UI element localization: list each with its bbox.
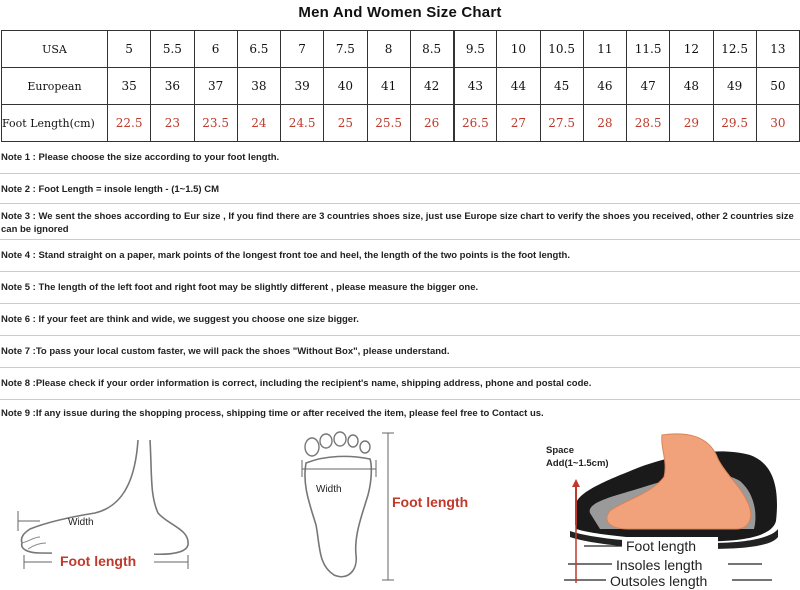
note-text: Note 3 : We sent the shoes according to Eur size , If you find there are 3 countries shoes size, just use Europe size chart to verify the shoes you received, other 2 countries size can be ignored [1, 211, 794, 235]
note-6 [0, 304, 800, 336]
usa-size-cell: 13 [756, 31, 799, 68]
eu-size-cell: 43 [454, 68, 497, 105]
usa-size-cell: 11 [583, 31, 626, 68]
note-2 [0, 174, 800, 204]
foot-length-cell: 24 [237, 105, 280, 142]
eu-size-cell: 45 [540, 68, 583, 105]
eu-size-cell: 35 [108, 68, 151, 105]
usa-size-cell: 6 [194, 31, 237, 68]
foot-length-cell: 22.5 [108, 105, 151, 142]
note-text: Note 8 :Please check if your order information is correct, including the recipient's name, shipping address, phone and postal code. [1, 378, 592, 389]
eu-size-cell: 40 [324, 68, 367, 105]
eu-size-cell: 46 [583, 68, 626, 105]
foot-length-cell: 30 [756, 105, 799, 142]
eu-size-cell: 39 [281, 68, 324, 105]
add-label: Add(1~1.5cm) [546, 458, 609, 469]
note-text: Note 9 :If any issue during the shopping process, shipping time or after received the item, please feel free to Contact us. [1, 408, 544, 419]
usa-size-cell: 7.5 [324, 31, 367, 68]
eu-size-cell: 41 [367, 68, 410, 105]
foot-length-cell: 28 [583, 105, 626, 142]
eu-size-cell: 49 [713, 68, 756, 105]
size-table [1, 30, 800, 142]
foot-length-cell: 23 [151, 105, 194, 142]
note-5 [0, 272, 800, 304]
foot-side-illustration [0, 425, 200, 590]
usa-size-cell: 9.5 [454, 31, 497, 68]
note-7 [0, 336, 800, 368]
eu-size-cell: 38 [237, 68, 280, 105]
usa-size-cell: 11.5 [627, 31, 670, 68]
eu-size-cell: 44 [497, 68, 540, 105]
foot-sole-illustration [290, 425, 510, 590]
foot-length-cell: 26.5 [454, 105, 497, 142]
row-label-usa: USA [2, 31, 108, 68]
usa-size-cell: 5.5 [151, 31, 194, 68]
usa-size-cell: 8.5 [410, 31, 453, 68]
usa-size-cell: 7 [281, 31, 324, 68]
note-text: Note 2 : Foot Length = insole length - (1~1.5) CM [1, 184, 219, 195]
eu-size-cell: 50 [756, 68, 799, 105]
note-text: Note 7 :To pass your local custom faster, we will pack the shoes "Without Box", please understand. [1, 346, 450, 357]
note-3 [0, 204, 800, 240]
foot-length-cell: 29 [670, 105, 713, 142]
foot-length-cell: 24.5 [281, 105, 324, 142]
foot-length-cell: 27 [497, 105, 540, 142]
note-text: Note 6 : If your feet are think and wide, we suggest you choose one size bigger. [1, 314, 359, 325]
usa-size-cell: 12.5 [713, 31, 756, 68]
side-width-label: Width [68, 517, 94, 528]
usa-size-cell: 12 [670, 31, 713, 68]
foot-length-cell: 23.5 [194, 105, 237, 142]
usa-size-cell: 5 [108, 31, 151, 68]
row-european [2, 68, 800, 105]
page-title: Men And Women Size Chart [298, 4, 502, 21]
note-text: Note 5 : The length of the left foot and right foot may be slightly different , please measure the bigger one. [1, 282, 479, 293]
row-usa [2, 31, 800, 68]
note-text: Note 4 : Stand straight on a paper, mark points of the longest front toe and heel, the length of the two points is the foot length. [1, 250, 570, 261]
note-text: Note 1 : Please choose the size according to your foot length. [1, 152, 280, 163]
side-length-label: Foot length [60, 553, 137, 569]
sole-length-label: Foot length [392, 494, 469, 510]
foot-length-cell: 27.5 [540, 105, 583, 142]
usa-size-cell: 8 [367, 31, 410, 68]
outsoles-length-label: Outsoles length [610, 573, 708, 589]
notes-list [0, 142, 800, 430]
illustrations [0, 425, 800, 590]
sole-width-label: Width [316, 484, 342, 495]
usa-size-cell: 6.5 [237, 31, 280, 68]
note-4 [0, 240, 800, 272]
insoles-length-label: Insoles length [616, 557, 703, 573]
foot-length-cell: 29.5 [713, 105, 756, 142]
eu-size-cell: 48 [670, 68, 713, 105]
usa-size-cell: 10.5 [540, 31, 583, 68]
foot-length-cell: 28.5 [627, 105, 670, 142]
eu-size-cell: 37 [194, 68, 237, 105]
foot-length-cell: 25 [324, 105, 367, 142]
eu-size-cell: 36 [151, 68, 194, 105]
eu-size-cell: 42 [410, 68, 453, 105]
note-8 [0, 368, 800, 400]
row-label-european: European [2, 68, 108, 105]
usa-size-cell: 10 [497, 31, 540, 68]
shoe-foot-length-label: Foot length [626, 538, 697, 554]
foot-length-cell: 25.5 [367, 105, 410, 142]
foot-length-cell: 26 [410, 105, 453, 142]
space-label: Space [546, 445, 574, 456]
row-foot-length [2, 105, 800, 142]
note-1 [0, 142, 800, 174]
eu-size-cell: 47 [627, 68, 670, 105]
shoe-illustration [540, 425, 798, 590]
row-label-foot-length: Foot Length(cm) [2, 105, 108, 142]
